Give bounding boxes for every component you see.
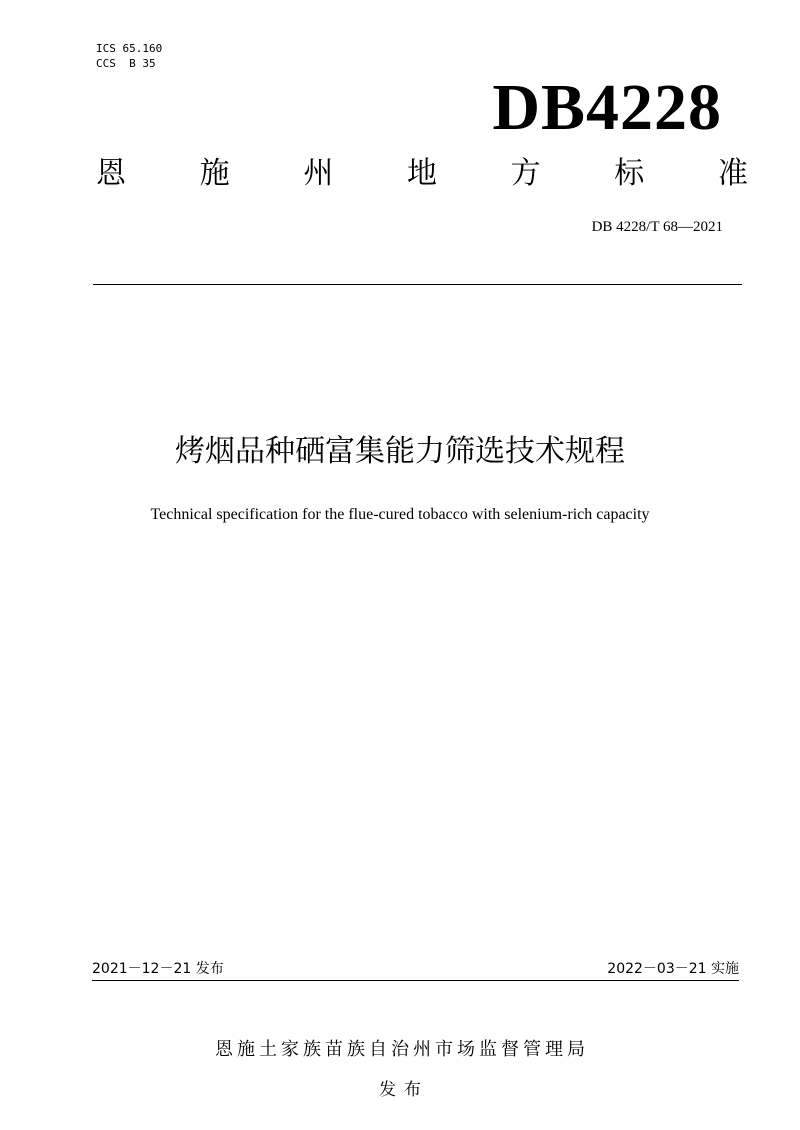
standard-title-char: 方	[510, 156, 541, 191]
standard-title-char: 州	[303, 156, 334, 191]
standard-title-char: 准	[717, 156, 748, 191]
standard-title-char: 施	[199, 156, 230, 191]
publish-label: 发布	[379, 1080, 429, 1100]
implement-date: 2022－03－21 实施	[607, 961, 739, 977]
document-title-en: Technical specification for the flue-cured tobacco with selenium-rich capacity	[150, 506, 650, 523]
standard-title-char: 地	[406, 156, 437, 191]
standard-title-char: 恩	[96, 156, 126, 191]
ics-code: ICS 65.160	[96, 42, 163, 55]
date-row	[92, 959, 739, 979]
footer-divider	[92, 980, 739, 981]
issuing-authority: 恩施土家族苗族自治州市场监督管理局	[215, 1039, 589, 1060]
standard-title-char: 标	[614, 156, 645, 191]
ccs-code: CCS B 35	[96, 57, 156, 70]
document-title-zh: 烤烟品种硒富集能力筛选技术规程	[175, 434, 625, 469]
standard-type-title	[96, 152, 748, 196]
db-logo: DB4228	[492, 71, 722, 144]
standard-number: DB 4228/T 68—2021	[591, 219, 723, 235]
release-date: 2021－12－21 发布	[92, 961, 224, 977]
classification-codes	[96, 41, 162, 71]
header-divider	[93, 284, 742, 285]
